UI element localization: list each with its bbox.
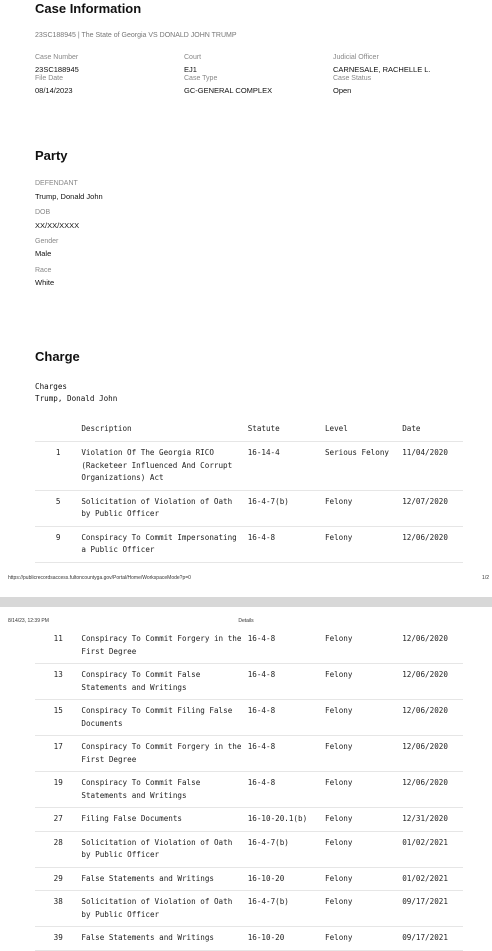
charge-statute: 16-4-8 (248, 700, 325, 736)
charge-row (35, 831, 463, 867)
charge-date: 01/02/2021 (402, 867, 463, 891)
charge-level: Felony (325, 700, 402, 736)
charge-level: Felony (325, 808, 402, 832)
print-header-datetime: 8/14/23, 12:39 PM (8, 618, 49, 624)
charge-level: Felony (325, 927, 402, 951)
charge-date: 12/31/2020 (402, 808, 463, 832)
charge-number: 39 (35, 927, 81, 951)
charge-heading: Charge (35, 349, 80, 364)
charge-description: Solicitation of Violation of Oath by Public Officer (81, 490, 247, 526)
charge-statute: 16-10-20.1(b) (248, 808, 325, 832)
court-value: EJ1 (184, 65, 197, 74)
charge-statute: 16-4-8 (248, 736, 325, 772)
charge-number: 13 (35, 664, 81, 700)
charge-level: Felony (325, 628, 402, 664)
charge-statute: 16-4-7(b) (248, 831, 325, 867)
charges-table-header (35, 421, 463, 442)
charge-number: 1 (35, 442, 81, 491)
charge-row (35, 442, 463, 491)
charge-statute: 16-4-8 (248, 664, 325, 700)
charge-number: 38 (35, 891, 81, 927)
charge-statute: 16-10-20 (248, 867, 325, 891)
case-subtitle: 23SC188945 | The State of Georgia VS DONALD JOHN TRUMP (35, 32, 237, 39)
charges-table (35, 421, 463, 563)
charge-date: 12/07/2020 (402, 490, 463, 526)
charge-date: 09/17/2021 (402, 927, 463, 951)
col-date-header: Date (402, 421, 463, 442)
judicial-officer-value: CARNESALE, RACHELLE L. (333, 65, 431, 74)
race-value: White (35, 278, 55, 287)
col-statute-header: Statute (248, 421, 325, 442)
case-status-value: Open (333, 86, 352, 95)
charge-row (35, 490, 463, 526)
charge-level: Felony (325, 831, 402, 867)
gender-value: Male (35, 249, 52, 258)
charge-description: Solicitation of Violation of Oath by Public Officer (81, 891, 247, 927)
print-header-title: Details (238, 618, 254, 624)
col-number-header (35, 421, 81, 442)
charge-description: Violation Of The Georgia RICO (Racketeer Influenced And Corrupt Organizations) Act (81, 442, 247, 491)
file-date-label: File Date (35, 75, 64, 82)
charges-label: Charges (35, 382, 68, 391)
charge-row (35, 891, 463, 927)
charge-date: 12/06/2020 (402, 526, 463, 562)
charge-number: 19 (35, 772, 81, 808)
charge-statute: 16-4-7(b) (248, 891, 325, 927)
charge-statute: 16-4-8 (248, 526, 325, 562)
charge-row (35, 700, 463, 736)
charge-description: Solicitation of Violation of Oath by Public Officer (81, 831, 247, 867)
party-name: Trump, Donald John (35, 192, 103, 201)
charge-description: Conspiracy To Commit Impersonating a Public Officer (81, 526, 247, 562)
charge-description: False Statements and Writings (81, 927, 247, 951)
gender-label: Gender (35, 238, 59, 245)
charge-number: 17 (35, 736, 81, 772)
charges-defendant: Trump, Donald John (35, 394, 118, 403)
judicial-officer-label: Judicial Officer (333, 54, 379, 61)
charge-statute: 16-4-8 (248, 772, 325, 808)
case-information-heading: Case Information (35, 1, 142, 16)
charge-date: 12/06/2020 (402, 700, 463, 736)
case-type-label: Case Type (184, 75, 218, 82)
charge-description: False Statements and Writings (81, 867, 247, 891)
charge-number: 29 (35, 867, 81, 891)
charge-row (35, 664, 463, 700)
charge-row (35, 526, 463, 562)
charge-number: 28 (35, 831, 81, 867)
charge-statute: 16-14-4 (248, 442, 325, 491)
charge-statute: 16-4-7(b) (248, 490, 325, 526)
charge-row (35, 772, 463, 808)
race-label: Race (35, 267, 52, 274)
dob-value: XX/XX/XXXX (35, 221, 80, 230)
charge-date: 12/06/2020 (402, 628, 463, 664)
charge-date: 12/06/2020 (402, 664, 463, 700)
charge-level: Felony (325, 736, 402, 772)
print-footer-page: 1/2 (482, 575, 489, 581)
charge-description: Conspiracy To Commit False Statements and Writings (81, 664, 247, 700)
charge-description: Conspiracy To Commit False Statements and Writings (81, 772, 247, 808)
col-description-header: Description (81, 421, 247, 442)
case-status-label: Case Status (333, 75, 372, 82)
case-number-label: Case Number (35, 54, 79, 61)
print-page-2 (0, 607, 492, 942)
charge-statute: 16-4-8 (248, 628, 325, 664)
charge-row (35, 808, 463, 832)
charge-statute: 16-10-20 (248, 927, 325, 951)
charge-number: 11 (35, 628, 81, 664)
charge-level: Felony (325, 664, 402, 700)
charge-row (35, 736, 463, 772)
party-role-label: DEFENDANT (35, 180, 78, 187)
dob-label: DOB (35, 209, 51, 216)
charge-number: 5 (35, 490, 81, 526)
charges-table-continued (35, 628, 463, 951)
print-footer-url: https://publicrecordsaccess.fultoncountyga.gov/Portal/Home/WorkspaceMode?p=0 (8, 575, 191, 581)
charge-level: Serious Felony (325, 442, 402, 491)
charge-level: Felony (325, 490, 402, 526)
charge-description: Filing False Documents (81, 808, 247, 832)
charge-level: Felony (325, 867, 402, 891)
charge-number: 15 (35, 700, 81, 736)
charge-description: Conspiracy To Commit Filing False Documents (81, 700, 247, 736)
page-separator (0, 597, 492, 607)
charge-date: 12/06/2020 (402, 736, 463, 772)
file-date-value: 08/14/2023 (35, 86, 73, 95)
charge-date: 11/04/2020 (402, 442, 463, 491)
charge-number: 27 (35, 808, 81, 832)
col-level-header: Level (325, 421, 402, 442)
charge-description: Conspiracy To Commit Forgery in the First Degree (81, 628, 247, 664)
charge-date: 12/06/2020 (402, 772, 463, 808)
charge-row (35, 628, 463, 664)
charge-row (35, 867, 463, 891)
case-type-value: GC-GENERAL COMPLEX (184, 86, 273, 95)
party-heading: Party (35, 148, 68, 163)
charge-level: Felony (325, 772, 402, 808)
charge-row (35, 927, 463, 951)
case-number-value: 23SC188945 (35, 65, 79, 74)
charge-date: 01/02/2021 (402, 831, 463, 867)
charge-date: 09/17/2021 (402, 891, 463, 927)
court-label: Court (184, 54, 202, 61)
charge-level: Felony (325, 526, 402, 562)
charge-number: 9 (35, 526, 81, 562)
charge-level: Felony (325, 891, 402, 927)
charge-description: Conspiracy To Commit Forgery in the First Degree (81, 736, 247, 772)
